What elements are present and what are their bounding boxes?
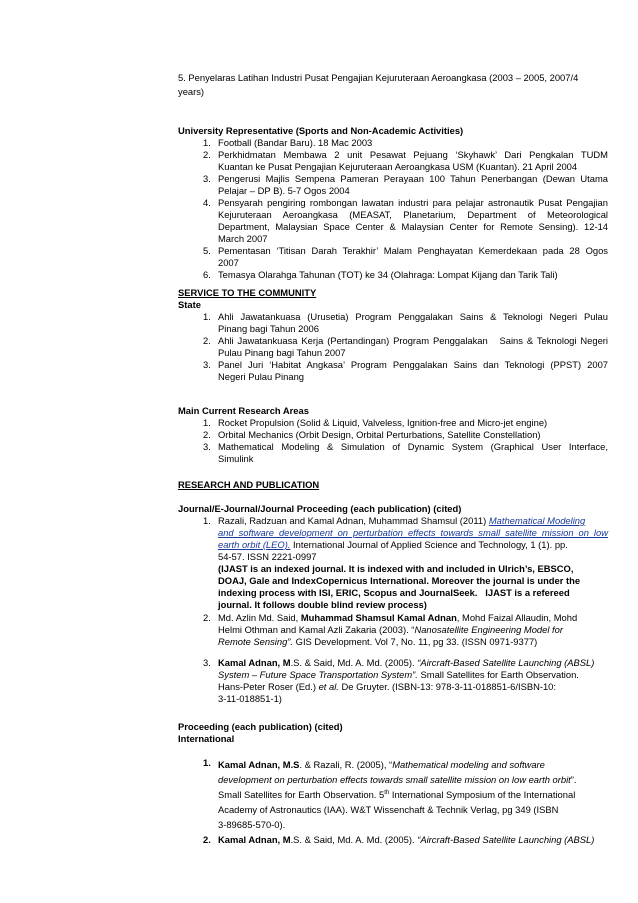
journal-item-1: Razali, Radzuan and Kamal Adnan, Muhammad Shamsul (2011) Mathematical Modeling and software development on perturbation effects towards small satellite mission on low earth orbit (LEO). International Journal of Applied Science and Technology, 1 (1). pp. 54-57. ISSN 2221-0997 (IJAST is an indexed journal. It is indexed with and included in Ulrich’s, EBSCO, DOAJ, Gale and IndexCopernicus International. Moreover the journal is under the indexing process with ISI, ERIC, Scopus and JournalSeek. IJAST is a refereed journal. It follows double blind review process) [218, 515, 608, 610]
list-number: 2. [203, 612, 211, 623]
list-number: 1. [203, 311, 211, 322]
university-item-3: Pengerusi Majlis Sempena Pameran Perayaan 100 Tahun Penerbangan (Dewan Utama Pelajar – DP B). 5-7 Ogos 2004 [218, 173, 608, 196]
research-area-item-1: Rocket Propulsion (Solid & Liquid, Valveless, Ignition-free and Micro-jet engine) [218, 417, 548, 428]
list-number: 4. [203, 197, 211, 208]
journal-item-2: Md. Azlin Md. Said, Muhammad Shamsul Kamal Adnan, Mohd Faizal Allaudin, Mohd Helmi Othman and Kamal Azli Zakaria (2003). “Nanosatellite Engineering Model for Remote Sensing”. GIS Development. Vol 7, No. 11, pg 33. (ISSN 0971-9377) [218, 612, 578, 647]
research-area-item-3: Mathematical Modeling & Simulation of Dynamic System (Graphical User Interface, Simulink [218, 441, 608, 464]
list-number: 1. [203, 417, 211, 428]
list-number: 2. [203, 149, 211, 160]
research-areas-heading: Main Current Research Areas [178, 405, 309, 416]
university-item-6: Temasya Olarahga Tahunan (TOT) ke 34 (Olahraga: Lompat Kijang dan Tarik Tali) [218, 269, 558, 280]
university-item-5: Pementasan ‘Titisan Darah Terakhir’ Malam Penghayatan Kemerdekaan pada 28 Ogos 2007 [218, 245, 608, 268]
list-number: 2. [203, 335, 211, 346]
university-heading: University Representative (Sports and Non-Academic Activities) [178, 125, 464, 136]
university-item-2: Perkhidmatan Membawa 2 unit Pesawat Pejuang ‘Skyhawk’ Dari Pengkalan TUDM Kuantan ke Pusat Pengajian Kejuruteraan Aeroangkasa USM (Kuantan). 21 April 2004 [218, 149, 608, 172]
proceeding-subheading: International [178, 733, 235, 744]
paper-link[interactable]: earth orbit (LEO). [218, 539, 291, 550]
list-number: 2. [203, 834, 211, 845]
university-item-1: Football (Bandar Baru). 18 Mac 2003 [218, 137, 373, 148]
list-number: 1. [203, 757, 211, 768]
university-item-4: Pensyarah pengiring rombongan lawatan industri para pelajar astronautik Pusat Pengajian Kejuruteraan Aeroangkasa (MEASAT, Planetarium, Department of Meteorological Department, Malaysian Space Center & Malaysian Center for Remote Sensing). 12-14 March 2007 [218, 197, 608, 244]
top-item-line2: years) [178, 86, 205, 97]
service-item-1: Ahli Jawatankuasa (Urusetia) Program Penggalakan Sains & Teknologi Negeri Pulau Pinang bagi Tahun 2006 [218, 311, 608, 334]
proceeding-heading: Proceeding (each publication) (cited) [178, 721, 343, 732]
service-heading: SERVICE TO THE COMMUNITY [178, 287, 317, 298]
list-number: 5. [203, 245, 211, 256]
paper-link[interactable]: Mathematical Modeling [488, 515, 586, 526]
list-number: 2. [203, 429, 211, 440]
research-publication-heading: RESEARCH AND PUBLICATION [178, 479, 320, 490]
list-number: 3. [203, 173, 211, 184]
list-number: 3. [203, 359, 211, 370]
journal-item-3: Kamal Adnan, M.S. & Said, Md. A. Md. (2005). “Aircraft-Based Satellite Launching (ABSL) System – Future Space Transportation System”. Small Satellites for Earth Observation. Hans-Peter Roser (Ed.) et al. De Gruyter. (ISBN-13: 978-3-11-018851-6/ISBN-10: 3-11-018851-1) [218, 657, 595, 704]
list-number: 6. [203, 269, 211, 280]
list-number: 3. [203, 657, 211, 668]
top-item-line1: 5. Penyelaras Latihan Industri Pusat Pengajian Kejuruteraan Aeroangkasa (2003 – 2005, 2007/4 [178, 72, 579, 83]
service-subheading: State [178, 299, 201, 310]
paper-link[interactable]: and software development on perturbation effects towards small satellite mission on low [218, 527, 608, 538]
proceeding-item-2: Kamal Adnan, M.S. & Said, Md. A. Md. (2005). “Aircraft-Based Satellite Launching (ABSL) [218, 834, 595, 845]
service-item-2: Ahli Jawatankuasa Kerja (Pertandingan) Program Penggalakan Sains & Teknologi Negeri Pulau Pinang bagi Tahun 2007 [218, 335, 608, 358]
proceeding-item-1: Kamal Adnan, M.S. & Razali, R. (2005), “Mathematical modeling and software development on perturbation effects towards small satellite mission on low earth orbit”. Small Satellites for Earth Observation. 5th International Symposium of the International Academy of Astronautics (IAA). W&T Wissenchaft & Technik Verlag, pg 349 (ISBN 3-89685-570-0). [218, 759, 577, 830]
research-area-item-2: Orbital Mechanics (Orbit Design, Orbital Perturbations, Satellite Constellation) [218, 429, 541, 440]
list-number: 3. [203, 441, 211, 452]
list-number: 1. [203, 137, 211, 148]
journal-heading: Journal/E-Journal/Journal Proceeding (each publication) (cited) [178, 503, 462, 514]
list-number: 1. [203, 515, 211, 526]
service-item-3: Panel Juri ‘Habitat Angkasa’ Program Penggalakan Sains dan Teknologi (PPST) 2007 Negeri Pulau Pinang [218, 359, 608, 382]
